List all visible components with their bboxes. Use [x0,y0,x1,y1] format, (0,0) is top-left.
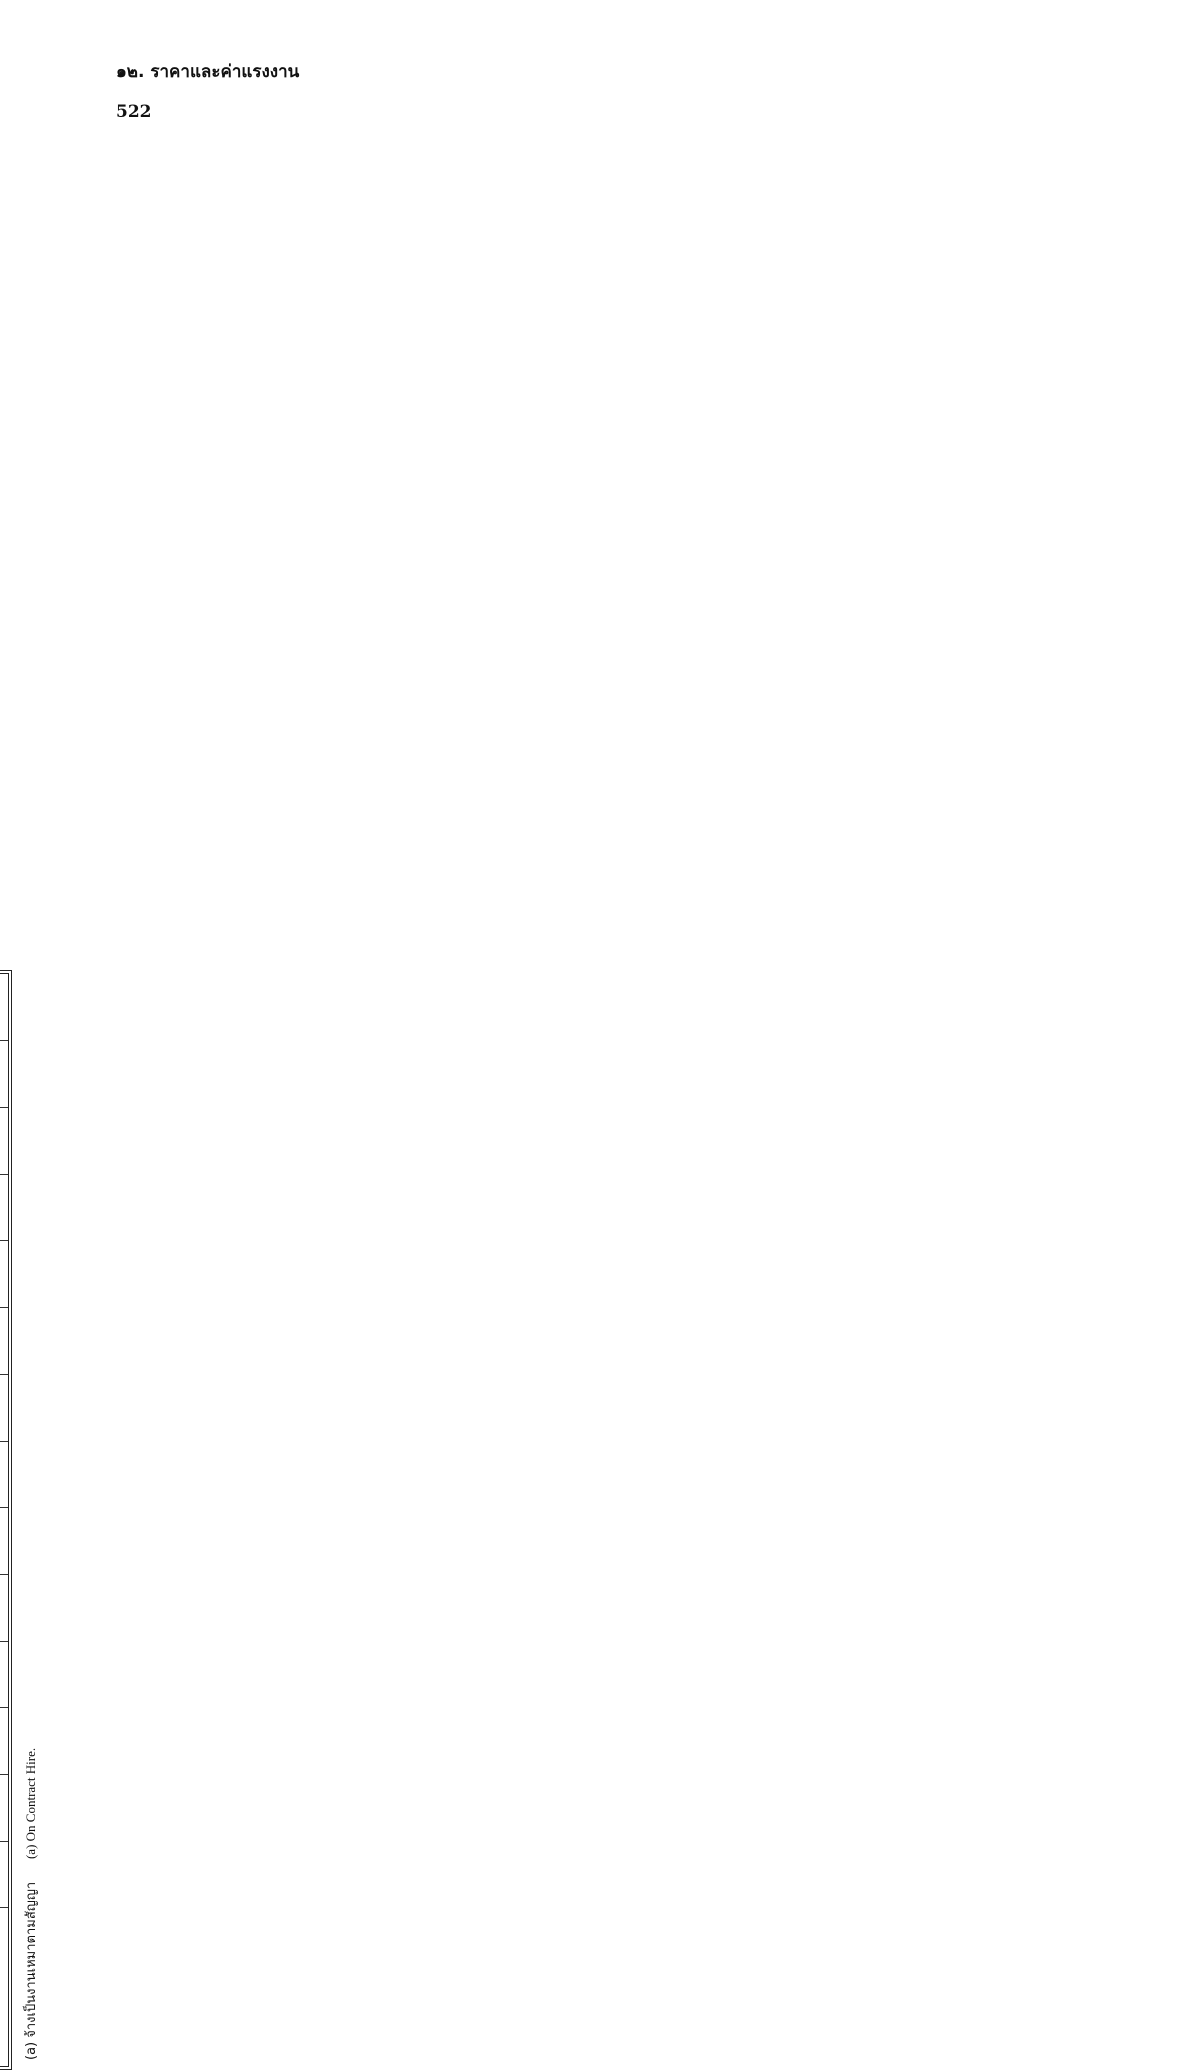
filler-cell [0,1308,8,1375]
filler-cell [0,1374,8,1441]
filler-cell [0,1174,8,1241]
footnote [20,1748,41,2060]
section-heading: ๑๒. ราคาและค่าแรงงาน [116,62,300,82]
filler-cell [0,1775,8,1842]
footnote-thai: (a) จ้างเป็นงานเหมาตามสัญญา [24,1881,39,2060]
rotated-table-page [0,964,39,2070]
filler-cell [0,1508,8,1575]
wage-table [0,974,8,2066]
filler-cell [0,1908,8,2066]
filler-cell [0,1641,8,1708]
footnote-english: (a) On Contract Hire. [23,1747,38,1860]
filler-cell [0,1708,8,1775]
filler-cell [0,1441,8,1508]
row-filler [0,974,8,2066]
filler-cell [0,1041,8,1108]
filler-cell [0,974,8,1041]
page-number: 522 [116,102,152,122]
filler-cell [0,1574,8,1641]
filler-cell [0,1841,8,1908]
filler-cell [0,1108,8,1175]
table-body [0,974,8,2066]
filler-cell [0,1241,8,1308]
wage-table-frame [0,970,12,2070]
